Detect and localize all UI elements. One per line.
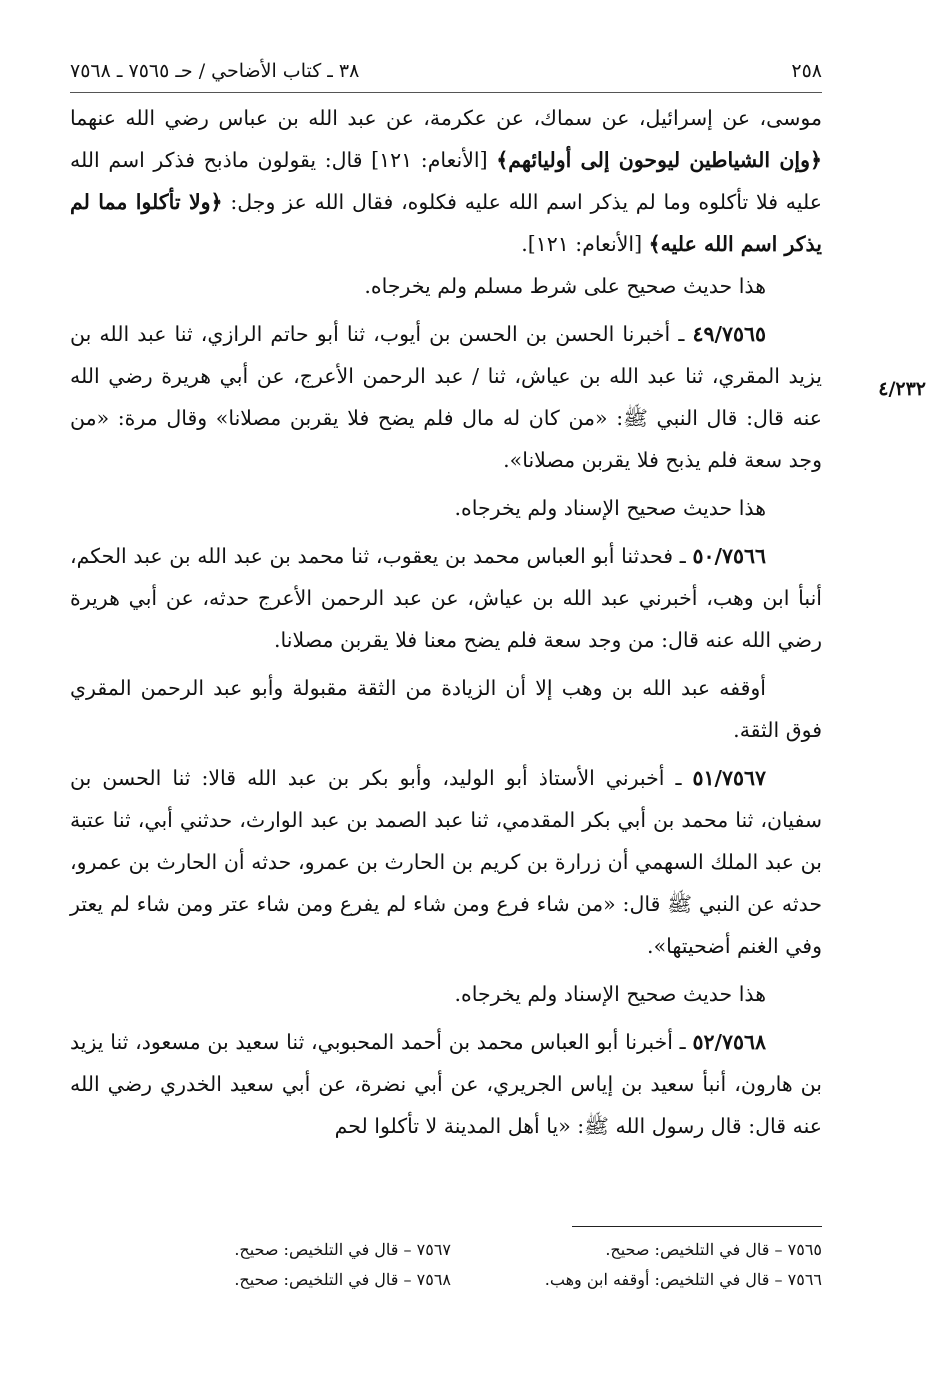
running-title: ٣٨ ـ كتاب الأضاحي / حـ ٧٥٦٥ ـ ٧٥٦٨	[70, 60, 360, 82]
hadith-text: ـ فحدثنا أبو العباس محمد بن يعقوب، ثنا محمد بن عبد الله بن عبد الحكم، أنبأ ابن وهب، أخبرني عبد الله بن عياش، عن عبد الرحمن الأعرج حدثه، عن أبي هريرة رضي الله عنه قال: من وجد سعة فلم يضح معنا فلا يقربن مصلانا.	[70, 544, 822, 652]
footnote-rule	[572, 1226, 822, 1227]
grading-note: هذا حديث صحيح الإسناد ولم يخرجاه.	[454, 982, 766, 1006]
grading-note: هذا حديث صحيح الإسناد ولم يخرجاه.	[454, 496, 766, 520]
hadith-entry	[70, 313, 822, 481]
hadith-entry	[70, 757, 822, 967]
text-run: موسى، عن إسرائيل، عن سماك، عن عكرمة، عن عبد الله بن عباس رضي الله عنهما	[70, 106, 822, 130]
hadith-number: ٤٩/٧٥٦٥	[692, 322, 766, 346]
footnote: ٧٥٦٧ – قال في التلخيص: صحيح.	[234, 1240, 451, 1259]
hadith-text: ـ أخبرنا أبو العباس محمد بن أحمد المحبوبي، ثنا سعيد بن مسعود، ثنا يزيد بن هارون، أنبأ سعيد بن إياس الجريري، عن أبي نضرة، عن أبي سعيد الخدري رضي الله عنه قال: قال رسول الله ﷺ: «يا أهل المدينة لا تأكلوا لحم	[70, 1030, 822, 1138]
hadith-number: ٥٠/٧٥٦٦	[692, 544, 766, 568]
page-body	[70, 97, 822, 1147]
commentary: أوقفه عبد الله بن وهب إلا أن الزيادة من الثقة مقبولة وأبو عبد الرحمن المقري فوق الثقة.	[70, 676, 822, 742]
page	[70, 60, 822, 1147]
quran-quote: ﴿ولا تأكلوا مما لم يذكر اسم الله عليه﴾	[70, 190, 822, 256]
hadith-text: ـ أخبرني الأستاذ أبو الوليد، وأبو بكر بن عبد الله قالا: ثنا الحسن بن سفيان، ثنا محمد بن أبي بكر المقدمي، ثنا عبد الصمد بن عبد الوارث، حدثني أبي، ثنا عتبة بن عبد الملك السهمي أن زرارة بن كريم بن الحارث بن عمرو، حدثه أن الحارث بن عمرو، حدثه عن النبي ﷺ قال: «من شاء فرع ومن شاء لم يفرع ومن شاء عتر ومن شاء لم يعتر وفي الغنم أضحيتها».	[70, 766, 822, 958]
hadith-entry	[70, 1021, 822, 1147]
footnotes	[110, 1226, 822, 1295]
paragraph	[70, 97, 822, 265]
hadith-number: ٥١/٧٥٦٧	[692, 766, 766, 790]
running-head	[70, 60, 822, 93]
footnote: ٧٥٦٥ – قال في التلخيص: صحيح.	[605, 1240, 822, 1259]
quran-quote: ﴿وإن الشياطين ليوحون إلى أوليائهم﴾	[496, 148, 822, 172]
footnote: ٧٥٦٦ – قال في التلخيص: أوقفه ابن وهب.	[544, 1270, 822, 1289]
hadith-text: ـ أخبرنا الحسن بن الحسن بن أيوب، ثنا أبو حاتم الرازي، ثنا عبد الله بن يزيد المقري، ثنا عبد الله بن عياش، ثنا / عبد الرحمن الأعرج، عن أبي هريرة رضي الله عنه قال: قال النبي ﷺ: «من كان له مال فلم يضح فلا يقربن مصلانا» وقال مرة: «من وجد سعة فلم يذبح فلا يقربن مصلانا».	[70, 322, 822, 472]
page-number: ٢٥٨	[791, 60, 822, 82]
text-run: [الأنعام: ١٢١] قال: يقولون ماذبح فذكر اسم الله عليه فلا تأكلوه وما لم يذكر اسم الله عليه فكلوه، فقال الله عز وجل:	[70, 148, 823, 214]
hadith-entry	[70, 535, 822, 661]
hadith-number: ٥٢/٧٥٦٨	[692, 1030, 766, 1054]
text-run: [الأنعام: ١٢١].	[521, 232, 649, 256]
grading-note: هذا حديث صحيح على شرط مسلم ولم يخرجاه.	[364, 274, 766, 298]
footnote: ٧٥٦٨ – قال في التلخيص: صحيح.	[234, 1270, 451, 1289]
margin-reference: ٤/٢٣٢	[878, 378, 926, 400]
